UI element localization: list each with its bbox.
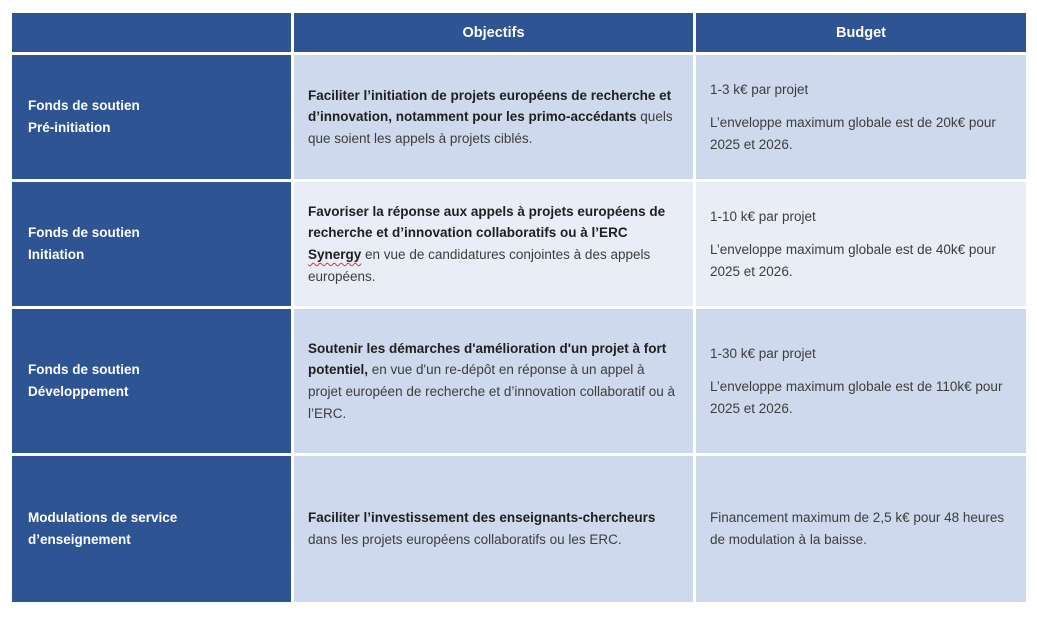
- objective-bold-text: Favoriser la réponse aux appels à projets européens de recherche et d’innovation collaboratifs ou à l’ERC: [308, 203, 666, 241]
- header-cell-category: [12, 13, 291, 52]
- objective-rest-text: en vue de candidatures conjointes à des appels européens.: [308, 247, 651, 284]
- category-line2: d’enseignement: [28, 532, 131, 547]
- objective-text: [308, 338, 675, 424]
- objective-rest-text: en vue d'un re-dépôt en réponse à un appel à projet européen de recherche et d’innovation collaboratif ou à l’ERC.: [308, 362, 675, 421]
- objective-text: [308, 201, 675, 287]
- budget-line2: L’enveloppe maximum globale est de 20k€ pour 2025 et 2026.: [710, 115, 996, 152]
- budget-cell-modulations: [696, 456, 1026, 602]
- objective-text: [308, 507, 675, 550]
- budget-line2: L’enveloppe maximum globale est de 110k€ pour 2025 et 2026.: [710, 379, 1003, 416]
- budget-cell-pre-initiation: [696, 55, 1026, 179]
- category-line1: Fonds de soutien: [28, 98, 140, 114]
- budget-line1: 1-10 k€ par projet: [710, 208, 816, 224]
- objective-bold-text: Soutenir les démarches d'amélioration d'un projet à fort potentiel,: [308, 340, 667, 378]
- objective-cell-modulations: [294, 456, 693, 602]
- objective-cell-developpement: [294, 309, 693, 453]
- budget-cell-developpement: [696, 309, 1026, 453]
- objective-bold-flagged-word: Synergy: [308, 247, 362, 262]
- budget-cell-initiation: [696, 182, 1026, 306]
- budget-line1: 1-30 k€ par projet: [710, 345, 816, 361]
- objective-rest-text: dans les projets européens collaboratifs ou les ERC.: [308, 532, 622, 547]
- objective-bold-text: Faciliter l’investissement des enseignants-chercheurs: [308, 510, 656, 526]
- row-category-initiation: [12, 182, 291, 306]
- row-category-modulations: [12, 456, 291, 602]
- category-line1: Fonds de soutien: [28, 362, 140, 378]
- category-line2: Développement: [28, 384, 129, 399]
- budget-line2: L’enveloppe maximum globale est de 40k€ pour 2025 et 2026.: [710, 242, 996, 279]
- header-cell-budget: [696, 13, 1026, 52]
- funding-table: [12, 13, 1026, 602]
- row-category-pre-initiation: [12, 55, 291, 179]
- category-line1: Fonds de soutien: [28, 225, 140, 241]
- objective-text: [308, 85, 675, 150]
- objective-cell-initiation: [294, 182, 693, 306]
- objective-bold-text: Faciliter l’initiation de projets européens de recherche et d’innovation, notamment pour les primo-accédants: [308, 87, 672, 125]
- budget-line1: 1-3 k€ par projet: [710, 81, 809, 97]
- category-line2: Pré-initiation: [28, 120, 111, 135]
- header-cell-objectifs: [294, 13, 693, 52]
- objective-rest-text: quels que soient les appels à projets ciblés.: [308, 109, 673, 146]
- row-category-developpement: [12, 309, 291, 453]
- objective-cell-pre-initiation: [294, 55, 693, 179]
- header-budget-label: Budget: [836, 24, 886, 41]
- category-line1: Modulations de service: [28, 510, 178, 526]
- header-objectifs-label: Objectifs: [462, 24, 525, 41]
- category-line2: Initiation: [28, 247, 85, 262]
- budget-line1: Financement maximum de 2,5 k€ pour 48 heures de modulation à la baisse.: [710, 510, 1005, 547]
